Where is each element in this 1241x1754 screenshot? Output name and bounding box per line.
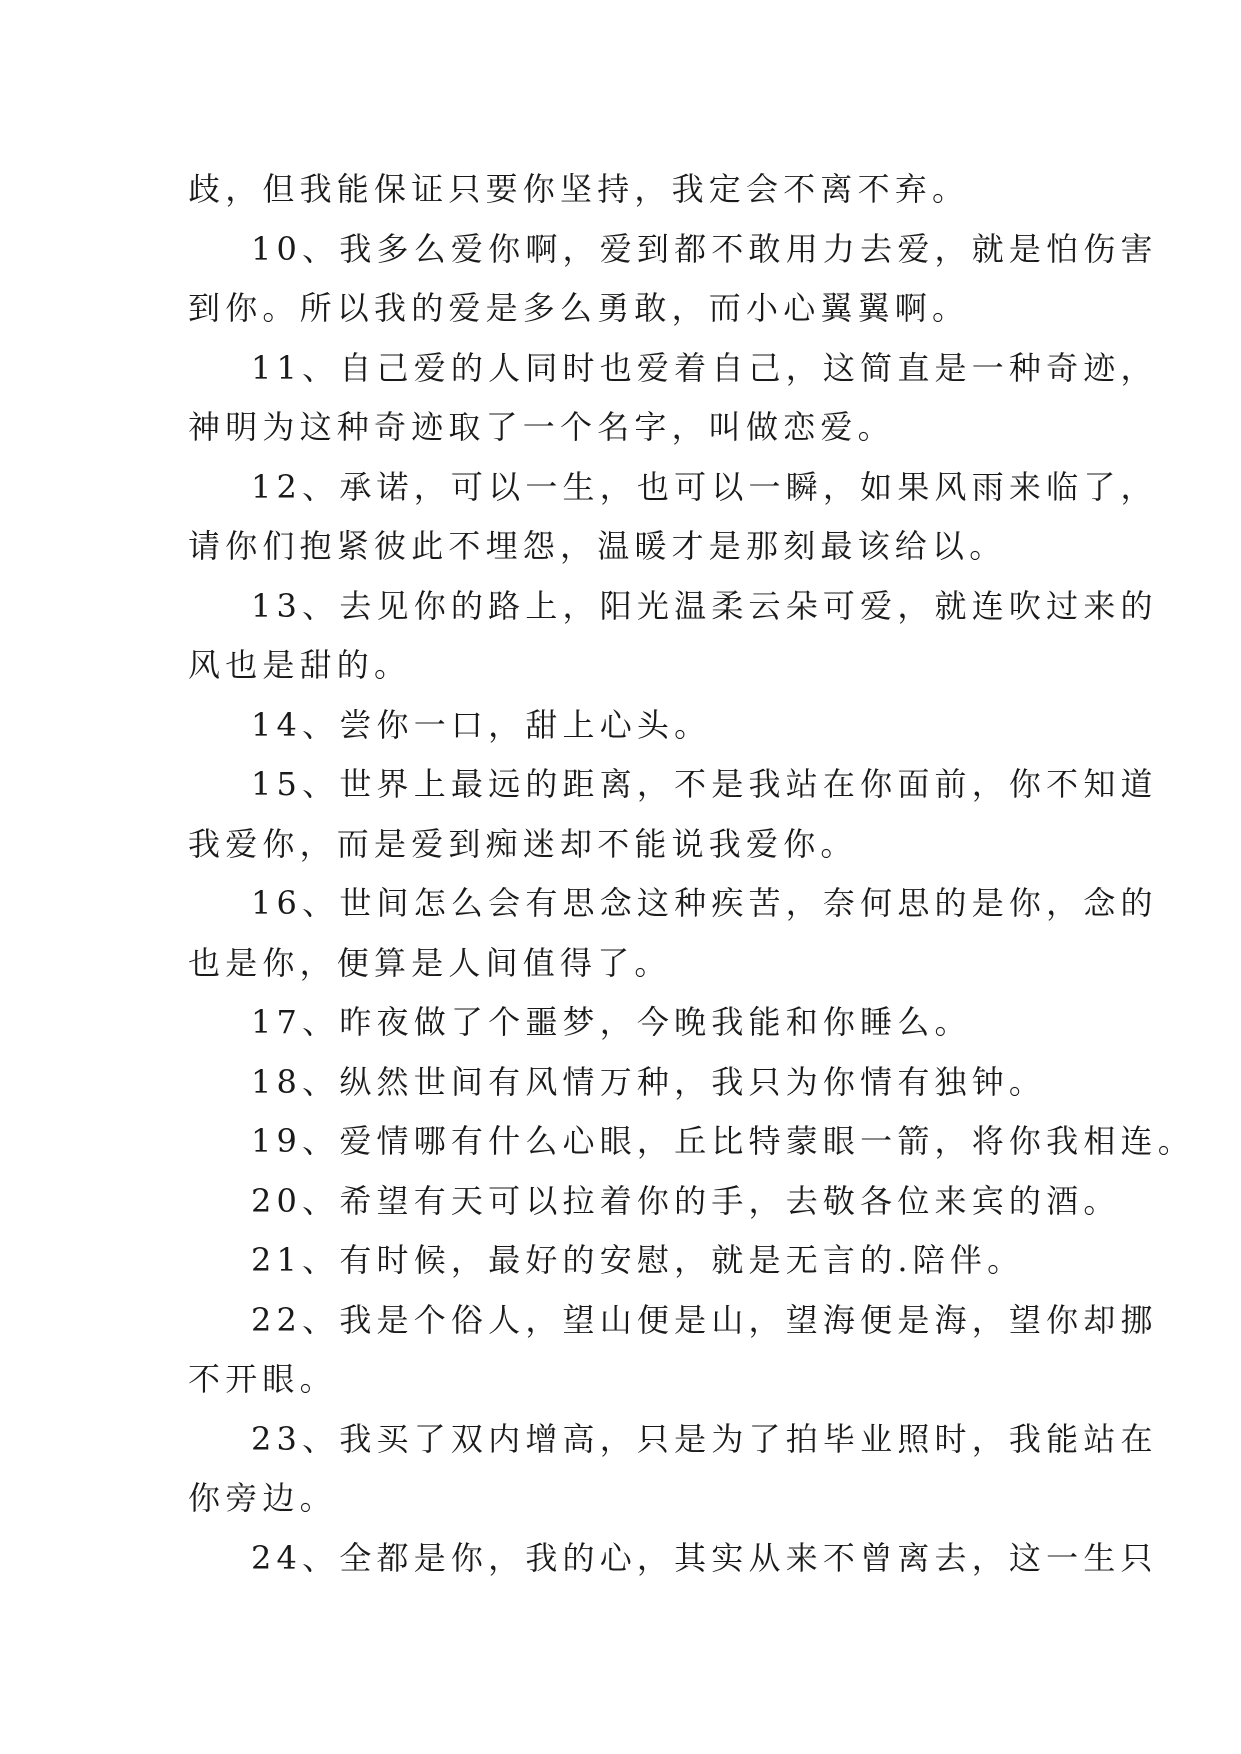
paragraph-start-line: 14、尝你一口，甜上心头。 <box>251 705 712 744</box>
document-body <box>188 160 1195 1588</box>
text-line: 歧，但我能保证只要你坚持，我定会不离不弃。 <box>188 170 970 208</box>
text-line: 也是你，便算是人间值得了。 <box>188 943 672 982</box>
paragraph-start-line: 22、我是个俗人，望山便是山，望海便是海，望你却挪 <box>251 1300 1158 1339</box>
paragraph-start-line: 16、世间怎么会有思念这种疾苦，奈何思的是你，念的 <box>251 884 1158 922</box>
text-line: 到你。所以我的爱是多么勇敢，而小心翼翼啊。 <box>188 289 970 327</box>
paragraph-start-line: 15、世界上最远的距离，不是我站在你面前，你不知道 <box>251 765 1158 803</box>
paragraph-start-line: 18、纵然世间有风情万种，我只为你情有独钟。 <box>251 1062 1047 1101</box>
paragraph-start-line: 12、承诺，可以一生，也可以一瞬，如果风雨来临了， <box>251 467 1158 506</box>
paragraph-start-line: 17、昨夜做了个噩梦，今晚我能和你睡么。 <box>251 1003 972 1041</box>
paragraph-start-line: 24、全都是你，我的心，其实从来不曾离去，这一生只 <box>251 1538 1158 1577</box>
text-line: 神明为这种奇迹取了一个名字，叫做恋爱。 <box>188 408 895 446</box>
text-line: 你旁边。 <box>188 1479 337 1517</box>
text-line: 风也是甜的。 <box>188 646 412 684</box>
paragraph-start-line: 20、希望有天可以拉着你的手，去敬各位来宾的酒。 <box>251 1181 1121 1220</box>
text-line: 请你们抱紧彼此不埋怨，温暖才是那刻最该给以。 <box>188 527 1007 565</box>
paragraph-start-line: 11、自己爱的人同时也爱着自己，这简直是一种奇迹， <box>251 348 1158 387</box>
text-line: 我爱你，而是爱到痴迷却不能说我爱你。 <box>188 824 858 863</box>
paragraph-start-line: 10、我多么爱你啊，爱到都不敢用力去爱，就是怕伤害 <box>251 229 1158 268</box>
paragraph-start-line: 23、我买了双内增高，只是为了拍毕业照时，我能站在 <box>251 1419 1158 1458</box>
text-line: 不开眼。 <box>188 1360 337 1398</box>
paragraph-start-line: 21、有时候，最好的安慰，就是无言的.陪伴。 <box>251 1241 1025 1279</box>
paragraph-start-line: 19、爱情哪有什么心眼，丘比特蒙眼一箭，将你我相连。 <box>251 1122 1195 1160</box>
paragraph-start-line: 13、去见你的路上，阳光温柔云朵可爱，就连吹过来的 <box>251 586 1158 625</box>
